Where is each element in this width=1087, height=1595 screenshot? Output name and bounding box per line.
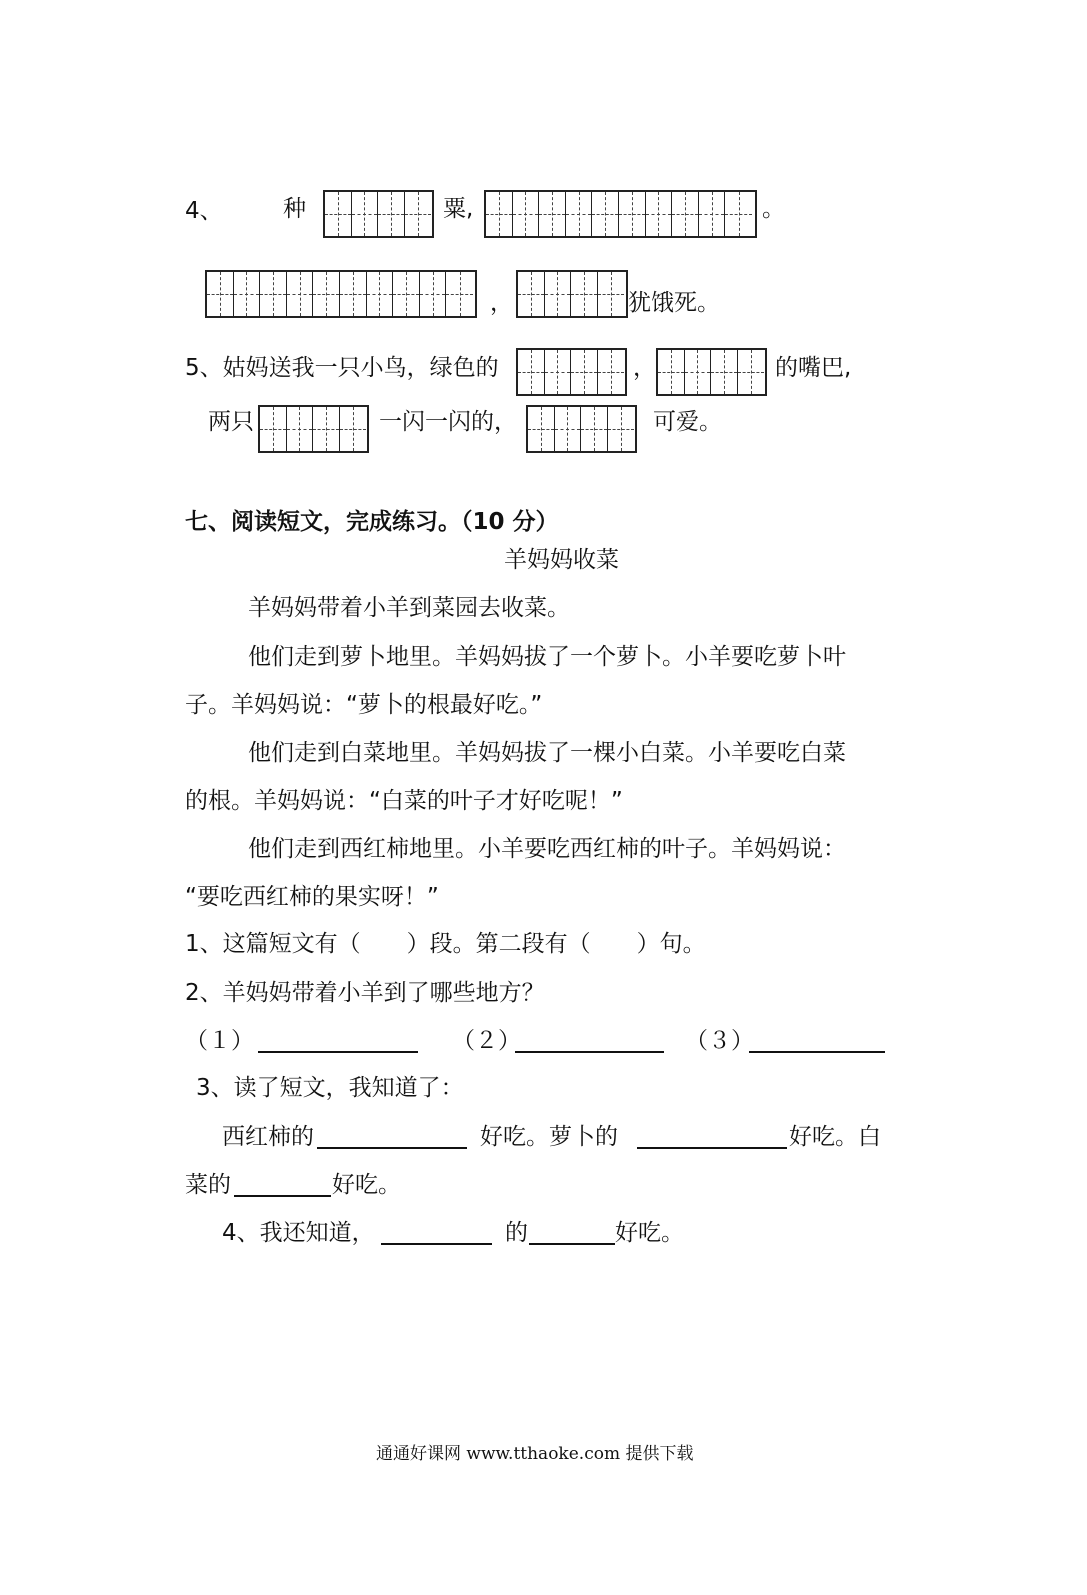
q5-grid-1[interactable] (516, 348, 627, 396)
q3-text-b: 好吃。萝卜的 (480, 1124, 618, 1150)
section-heading: 七、阅读短文，完成练习。（10 分） (185, 509, 559, 535)
q5-text-mouth: 的嘴巴, (775, 355, 852, 381)
q4-grid-2[interactable] (484, 190, 757, 238)
q3-text-d: 菜的 (185, 1172, 231, 1198)
q3-answer-3[interactable] (234, 1195, 331, 1197)
q4-answer-2[interactable] (529, 1243, 615, 1245)
passage-line: 他们走到白菜地里。羊妈妈拔了一棵小白菜。小羊要吃白菜 (248, 740, 846, 766)
passage-line: 羊妈妈带着小羊到菜园去收菜。 (248, 595, 570, 621)
q2-option-1: （１） (185, 1028, 254, 1054)
question-3: 3、读了短文，我知道了： (196, 1075, 464, 1101)
q4-period: 。 (762, 196, 785, 222)
q5-grid-3[interactable] (258, 405, 369, 453)
q5-text-1: 5、姑妈送我一只小鸟，绿色的 (185, 355, 499, 381)
q3-text-a: 西红柿的 (222, 1124, 314, 1150)
q4-text-end: 犹饿死。 (628, 290, 720, 316)
q5-text-flash: 一闪一闪的， (379, 409, 517, 435)
q5-grid-2[interactable] (656, 348, 767, 396)
q4-number: 4、 (185, 198, 223, 224)
q4-answer-1[interactable] (381, 1243, 492, 1245)
question-4-text-a: 4、我还知道， (222, 1220, 375, 1246)
q2-answer-1[interactable] (258, 1051, 418, 1053)
question-2: 2、羊妈妈带着小羊到了哪些地方？ (185, 980, 545, 1006)
q4-comma: ， (490, 290, 513, 316)
question-4-text-b: 的 (505, 1220, 528, 1246)
passage-line: 他们走到萝卜地里。羊妈妈拔了一个萝卜。小羊要吃萝卜叶 (248, 644, 846, 670)
q3-answer-2[interactable] (637, 1147, 787, 1149)
q5-text-cute: 可爱。 (653, 409, 722, 435)
q5-grid-4[interactable] (526, 405, 637, 453)
q3-answer-1[interactable] (317, 1147, 467, 1149)
passage-line: 的根。羊妈妈说：“白菜的叶子才好吃呢！” (185, 788, 623, 814)
q2-option-3: （３） (685, 1028, 754, 1054)
passage-line: 子。羊妈妈说：“萝卜的根最好吃。” (185, 692, 543, 718)
q5-comma: ， (633, 355, 656, 381)
footer-credit: 通通好课网 www.tthaoke.com 提供下载 (376, 1444, 694, 1464)
q2-option-2: （２） (452, 1028, 521, 1054)
q3-text-c: 好吃。白 (789, 1124, 881, 1150)
passage-line: 他们走到西红柿地里。小羊要吃西红柿的叶子。羊妈妈说： (248, 836, 846, 862)
q4-text-su: 粟, (443, 196, 474, 222)
question-4-text-c: 好吃。 (615, 1220, 684, 1246)
q4-grid-4[interactable] (516, 270, 628, 318)
passage-line: “要吃西红柿的果实呀！” (185, 884, 439, 910)
q4-grid-1[interactable] (323, 190, 434, 238)
question-1: 1、这篇短文有（ ）段。第二段有（ ）句。 (185, 931, 706, 957)
q3-text-e: 好吃。 (332, 1172, 401, 1198)
q4-grid-3[interactable] (205, 270, 477, 318)
q2-answer-2[interactable] (515, 1051, 664, 1053)
q5-text-two: 两只 (208, 409, 254, 435)
passage-title: 羊妈妈收菜 (504, 547, 619, 573)
q2-answer-3[interactable] (749, 1051, 885, 1053)
q4-text-zhong: 种 (283, 196, 306, 222)
